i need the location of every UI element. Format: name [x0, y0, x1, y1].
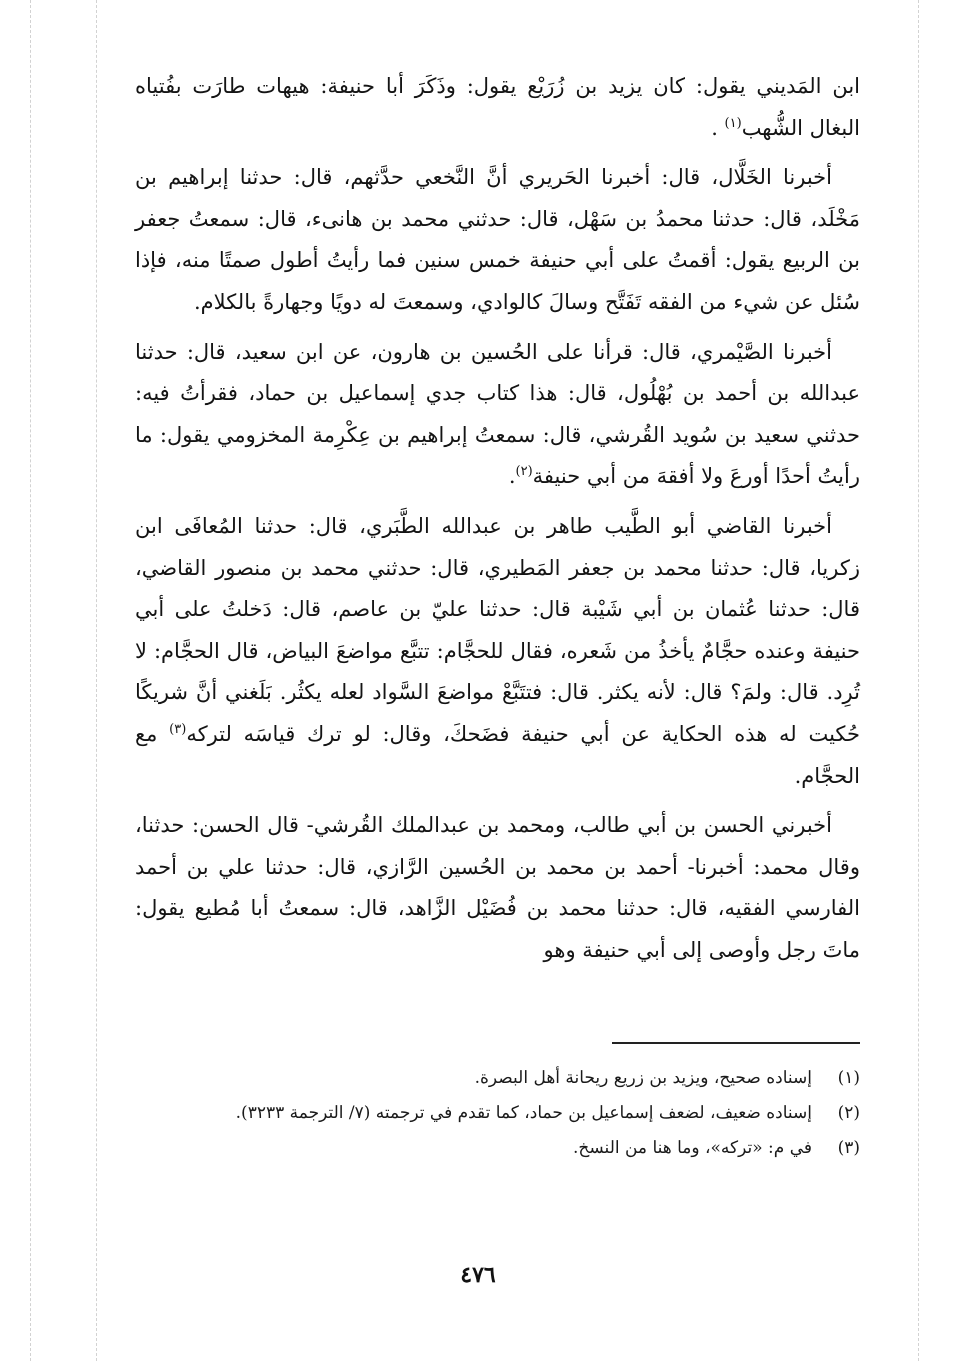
- page-number: ٤٧٦: [460, 1262, 496, 1288]
- paragraph-text: أخبرني الحسن بن أبي طالب، ومحمد بن عبدالملك القُرشي- قال الحسن: حدثنا، وقال محمد: أخبرنا- أحمد بن محمد بن الحُسين الرَّازي، قال: حدثنا علي بن أحمد الفارسي الفقيه، قال: حدثنا محمد بن فُضَيْل الزَّاهد، قال: سمعتُ أبا مُطيع يقول: ماتَ رجل وأوصى إلى أبي حنيفة وهو: [135, 813, 860, 962]
- scan-artifact-line: [918, 0, 919, 1361]
- footnote-text: في م: «تركه»، وما هنا من النسخ.: [573, 1138, 812, 1158]
- paragraph: [135, 332, 860, 498]
- main-text-body: [135, 66, 860, 979]
- footnote-reference: (١): [724, 115, 742, 131]
- paragraph-tail: .: [508, 464, 516, 489]
- paragraph: [135, 157, 860, 323]
- paragraph-text: أخبرنا القاضي أبو الطَّيب طاهر بن عبدالله الطَّبَري، قال: حدثنا المُعافَى ابن زكريا، قال: حدثنا محمد بن جعفر المَطيري، قال: حدثني محمد بن منصور القاضي، قال: حدثنا عُثمان بن أبي شَيْبة قال: حدثنا عليّ بن عاصم، قال: دَخلتُ على أبي حنيفة وعنده حجَّامٌ يأخذُ من شَعره، فقال للحجَّام: تتبَّع مواضعَ البياض، قال الحجَّام: لا تُرِد. قال: ولمَ؟ قال: لأنه يكثر. قال: فتتَبَّعْ مواضعَ السَّواد لعله يكثُر. بَلَغني أنَّ شريكًا حُكيت له هذه الحكاية عن أبي حنيفة فضَحكَ، وقال: لو ترك قياسَه لتركه: [135, 513, 860, 746]
- paragraph-text: أخبرنا الصَّيْمري، قال: قرأنا على الحُسين بن هارون، عن ابن سعيد، قال: حدثنا عبدالله بن أحمد بن بُهْلُول، قال: هذا كتاب جدي إسماعيل بن حماد، فقرأتُ فيه: حدثني سعيد بن سُويد القُرشي، قال: سمعتُ إبراهيم بن عِكْرِمة المخزومي يقول: ما رأيتُ أحدًا أورعَ ولا أفقهَ من أبي حنيفة: [135, 339, 860, 489]
- footnote-reference: (٣): [169, 721, 187, 737]
- footnote-reference: (٢): [515, 464, 533, 480]
- paragraph: [135, 506, 860, 797]
- paragraph-text: ابن المَديني يقول: كان يزيد بن زُرَيْع يقول: وذَكَرَ أبا حنيفة: هيهات طارَت بفُتياه البغال الشُّهب: [135, 74, 860, 140]
- footnote-number: (٣): [837, 1138, 860, 1158]
- footnote: [135, 1132, 860, 1164]
- footnotes-section: [135, 1062, 860, 1167]
- paragraph: [135, 805, 860, 971]
- scan-artifact-line: [30, 0, 31, 1361]
- footnote: [135, 1062, 860, 1094]
- footnote-number: (١): [837, 1068, 860, 1088]
- footnote-text: إسناده ضعيف، لضعف إسماعيل بن حماد، كما تقدم في ترجمته (٧/ الترجمة ٣٢٣٣).: [235, 1103, 812, 1123]
- paragraph-tail: .: [711, 115, 725, 140]
- footnote-number: (٢): [837, 1103, 860, 1123]
- scan-artifact-line: [96, 0, 97, 1361]
- paragraph-tail: مع الحجَّام.: [135, 721, 860, 788]
- footnote-text: إسناده صحيح، ويزيد بن زريع ريحانة أهل البصرة.: [474, 1068, 812, 1088]
- paragraph-continuation: [135, 66, 860, 149]
- footnote: [135, 1097, 860, 1129]
- footnote-separator: [612, 1042, 860, 1044]
- paragraph-text: أخبرنا الخَلَّال، قال: أخبرنا الحَريري أنَّ النَّخعي حدَّثهم، قال: حدثنا إبراهيم بن مَخْلَد، قال: حدثنا محمدُ بن سَهْل، قال: حدثني محمد بن هانىء، قال: سمعتُ جعفر بن الربيع يقول: أقمتُ على أبي حنيفة خمس سنين فما رأيتُ أطول صمتًا منه، فإذا سُئل عن شيء من الفقه تَفَتَّح وسالَ كالوادي، وسمعتَ له دويًا وجهارةً بالكلام.: [135, 165, 860, 314]
